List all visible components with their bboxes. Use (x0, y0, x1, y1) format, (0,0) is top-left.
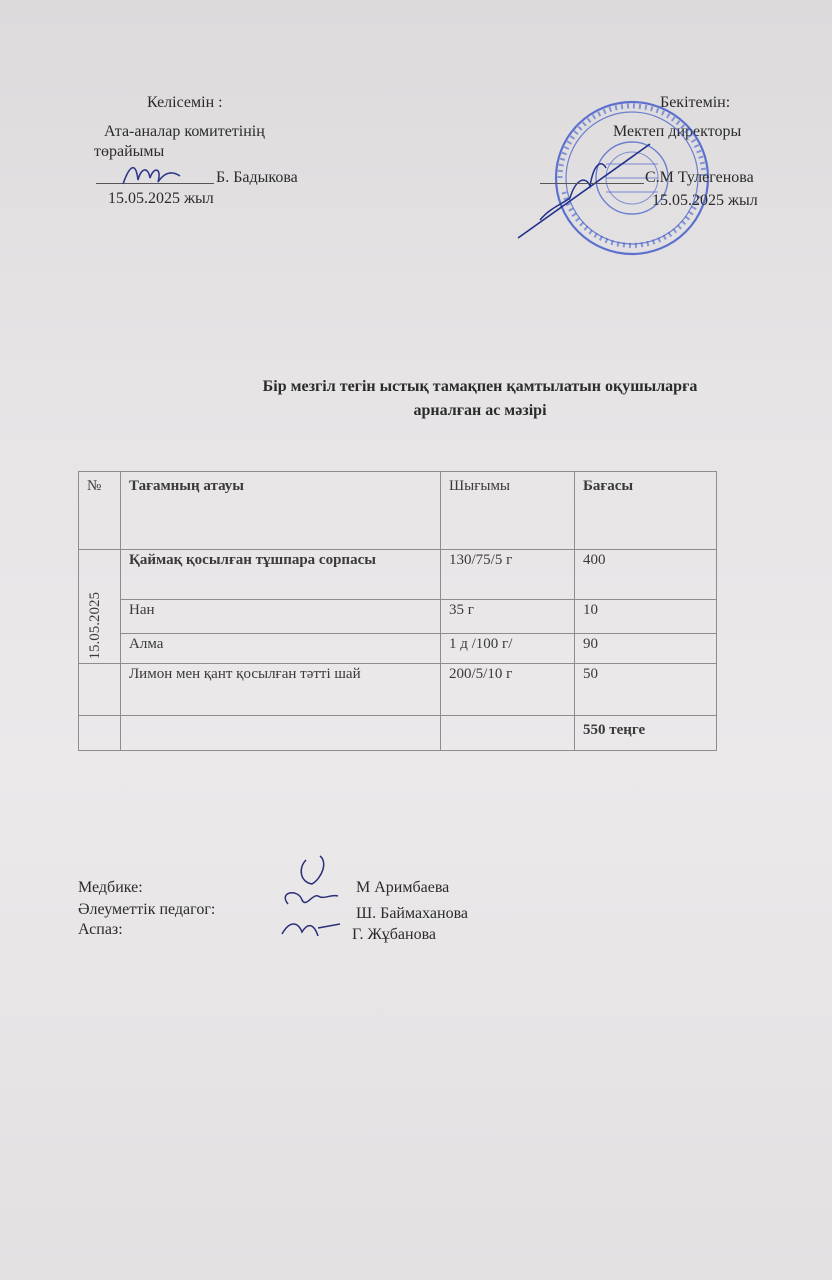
row-name: Нан (121, 600, 441, 634)
header-price: Бағасы (575, 472, 717, 550)
menu-table (78, 471, 717, 751)
header-portion: Шығымы (441, 472, 575, 550)
cook-name: Г. Жұбанова (352, 926, 437, 943)
committee-title: Ата-аналар комитетінің (104, 123, 265, 140)
left-date: 15.05.2025 жыл (108, 190, 214, 207)
row-name: Алма (121, 634, 441, 664)
approve-label: Бекітемін: (660, 94, 731, 111)
total-row (79, 716, 717, 751)
social-pedagogue-role: Әлеуметтік педагог: (78, 901, 216, 918)
row-portion: 1 д /100 г/ (441, 634, 575, 664)
table-header-row (79, 472, 717, 550)
row-portion: 35 г (441, 600, 575, 634)
empty-cell (121, 716, 441, 751)
row-portion: 130/75/5 г (441, 550, 575, 600)
nurse-name: М Аримбаева (356, 879, 450, 896)
table-row (79, 664, 717, 716)
empty-cell (79, 716, 121, 751)
document-subtitle: арналған ас мәзірі (413, 402, 547, 419)
agree-label: Келісемін : (147, 94, 223, 111)
director-title: Мектеп директоры (613, 123, 742, 140)
nurse-role: Медбике: (78, 879, 143, 896)
row-price: 10 (575, 600, 717, 634)
table-row (79, 550, 717, 600)
table-row (79, 634, 717, 664)
right-signer-name: С.М Тулегенова (645, 169, 754, 186)
committee-title-2: төрайымы (94, 143, 165, 160)
footer-signatures-icon (268, 848, 348, 948)
table-row (79, 600, 717, 634)
document-title: Бір мезгіл тегін ыстық тамақпен қамтылатын оқушыларға (262, 378, 698, 395)
total-price: 550 теңге (575, 716, 717, 751)
date-cell (79, 550, 121, 664)
social-pedagogue-name: Ш. Баймаханова (356, 905, 469, 922)
header-name: Тағамның атауы (121, 472, 441, 550)
date-label: 15.05.2025 (87, 591, 103, 659)
header-num: № (79, 472, 121, 550)
empty-cell (441, 716, 575, 751)
left-signer-name: Б. Бадыкова (216, 169, 298, 186)
director-signature-icon (510, 138, 660, 248)
row-name: Қаймақ қосылған тұшпара сорпасы (121, 550, 441, 600)
row-price: 400 (575, 550, 717, 600)
right-signature-line (540, 183, 644, 184)
row-price: 90 (575, 634, 717, 664)
empty-cell (79, 664, 121, 716)
row-name: Лимон мен қант қосылған тәтті шай (121, 664, 441, 716)
left-signature-icon (118, 158, 188, 192)
row-price: 50 (575, 664, 717, 716)
right-date: 15.05.2025 жыл (652, 192, 758, 209)
row-portion: 200/5/10 г (441, 664, 575, 716)
cook-role: Аспаз: (78, 921, 123, 938)
